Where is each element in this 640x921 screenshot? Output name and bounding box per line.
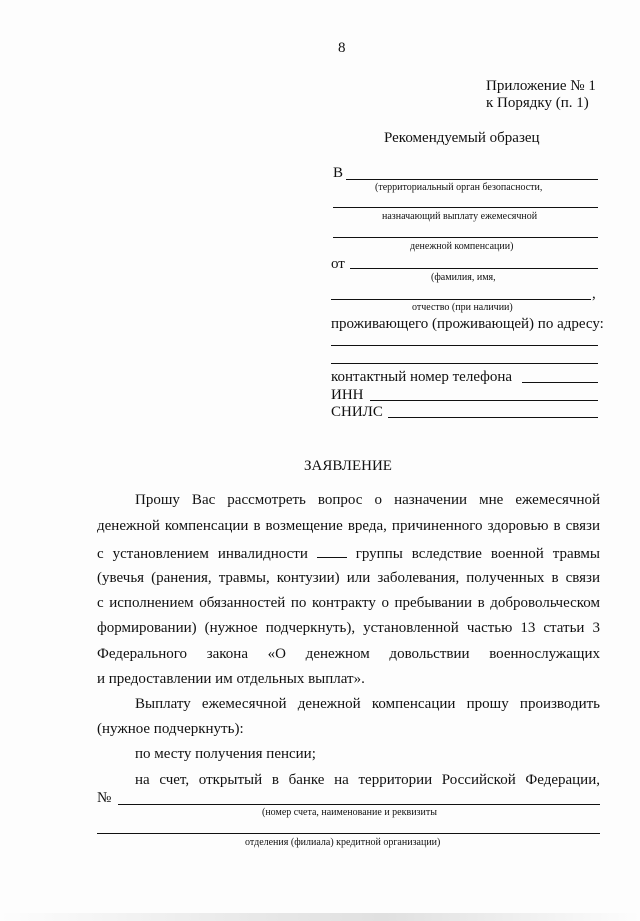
to-field-line-2[interactable]: [333, 207, 598, 208]
phone-label: контактный номер телефона: [331, 369, 513, 385]
account-field-line[interactable]: [118, 804, 600, 805]
option-pension: по месту получения пенсии;: [135, 746, 316, 762]
body-line-5: с исполнением обязанностей по контракту о пребывании в добровольческом: [97, 595, 600, 611]
snils-label: СНИЛС: [331, 404, 383, 420]
from-comma: ,: [592, 286, 596, 302]
body-line-3: с установлением инвалидности группы вследствие военной травмы: [97, 546, 600, 562]
hint-patronymic: отчество (при наличии): [412, 302, 513, 313]
bank-field-line[interactable]: [97, 833, 600, 834]
disability-group-blank[interactable]: [317, 545, 347, 558]
inn-field-line[interactable]: [370, 400, 598, 401]
body-line-1: Прошу Вас рассмотреть вопрос о назначении мне ежемесячной: [135, 492, 600, 508]
appendix-label: Приложение № 1: [486, 78, 596, 94]
from-field-line[interactable]: [350, 268, 598, 269]
hint-name: (фамилия, имя,: [431, 272, 496, 283]
to-field-line[interactable]: [346, 179, 598, 180]
to-field-line-3[interactable]: [333, 237, 598, 238]
residence-label: проживающего (проживающей) по адресу:: [331, 316, 604, 332]
phone-field-line[interactable]: [522, 382, 598, 383]
option-bank-account: на счет, открытый в банке на территории Российской Федерации,: [135, 772, 600, 788]
hint-account: (номер счета, наименование и реквизиты: [262, 807, 437, 818]
scan-edge: [0, 913, 640, 921]
document-title: ЗАЯВЛЕНИЕ: [304, 458, 392, 474]
hint-compensation: денежной компенсации): [410, 241, 514, 252]
address-line-2[interactable]: [331, 363, 598, 364]
from-field-line-2[interactable]: [331, 299, 591, 300]
to-prefix: В: [333, 165, 344, 181]
page-number: 8: [338, 40, 346, 56]
body-line-4: (увечья (ранения, травмы, контузии) или заболевания, полученных в связи: [97, 570, 600, 586]
body-line-2: денежной компенсации в возмещение вреда, причиненного здоровью в связи: [97, 518, 600, 534]
body-line-8: и предоставлении им отдельных выплат».: [97, 671, 365, 687]
body-line-10: (нужное подчеркнуть):: [97, 721, 244, 737]
hint-territorial-body: (территориальный орган безопасности,: [375, 182, 543, 193]
account-number-sign: №: [97, 790, 112, 806]
inn-label: ИНН: [331, 387, 364, 403]
hint-bank-branch: отделения (филиала) кредитной организации): [245, 837, 441, 848]
sample-label: Рекомендуемый образец: [384, 130, 540, 146]
body-line-6: формировании) (нужное подчеркнуть), установленной частью 13 статьи 3: [97, 620, 600, 636]
snils-field-line[interactable]: [388, 417, 598, 418]
body-line-9: Выплату ежемесячной денежной компенсации прошу производить: [135, 696, 600, 712]
order-reference: к Порядку (п. 1): [486, 95, 589, 111]
hint-assigning: назначающий выплату ежемесячной: [382, 211, 538, 222]
from-prefix: от: [331, 256, 345, 272]
body-line-7: Федерального закона «О денежном довольствии военнослужащих: [97, 646, 600, 662]
address-line-1[interactable]: [331, 345, 598, 346]
